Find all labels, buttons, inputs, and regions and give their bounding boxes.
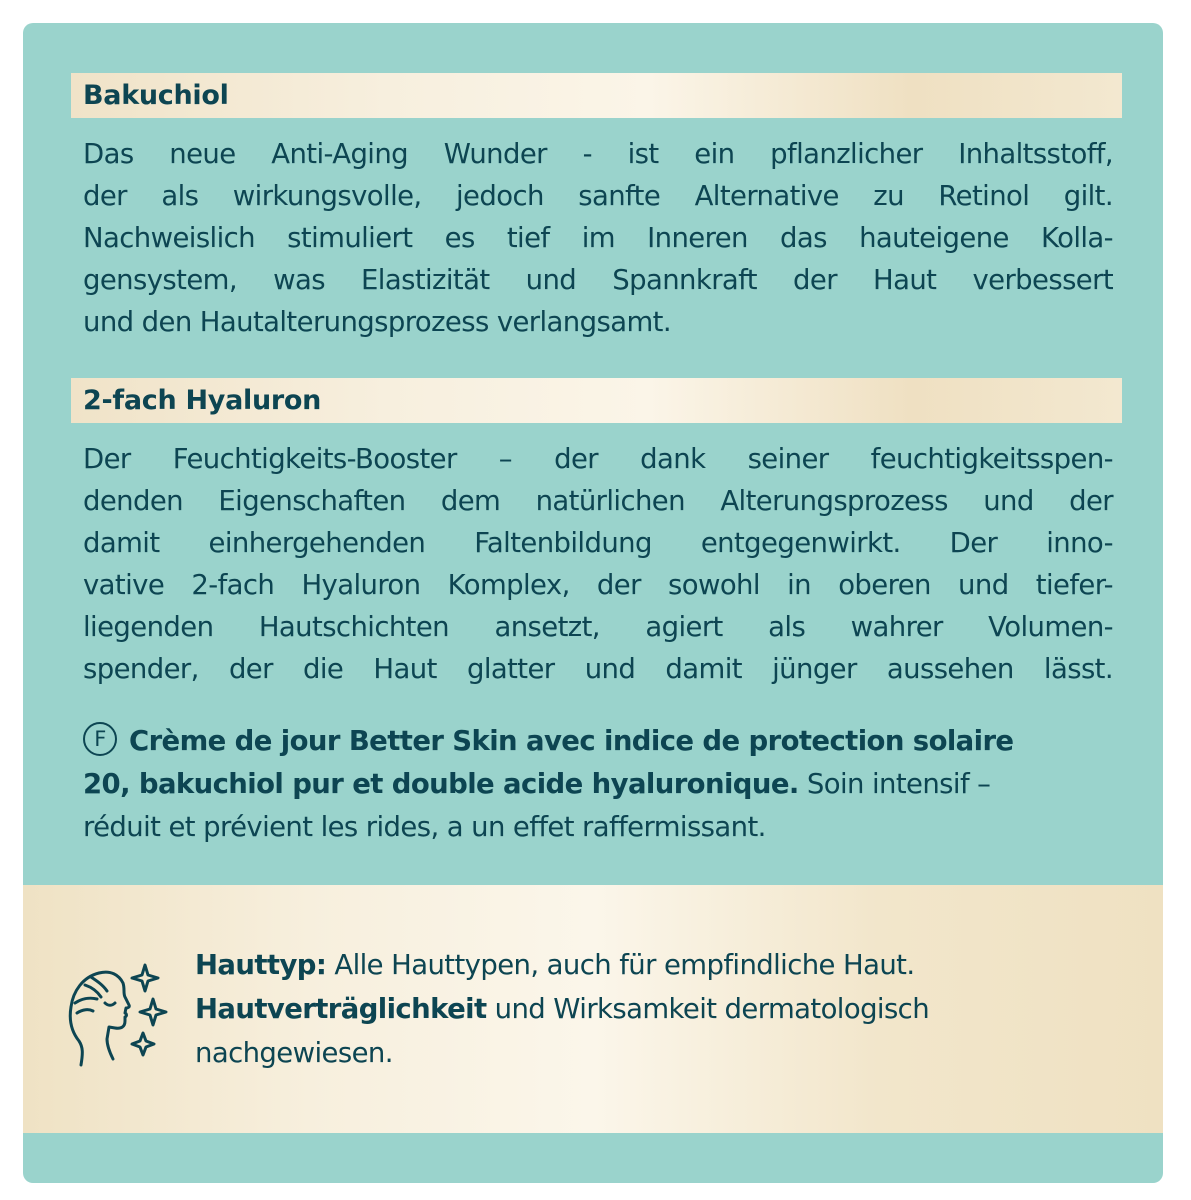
bakuchiol-line: der als wirkungsvolle, jedoch sanfte Alternative zu Retinol gilt. (83, 180, 1113, 212)
bakuchiol-line: und den Hautalterungsprozess verlangsamt. (83, 306, 671, 338)
skin-type-text (195, 943, 1095, 1075)
hyaluron-line: denden Eigenschaften dem natürlichen Alterungsprozess und der (83, 485, 1113, 517)
tolerance-value: und Wirksamkeit dermatologisch (486, 993, 930, 1025)
french-description (83, 720, 1123, 849)
hyaluron-line: damit einhergehenden Faltenbildung entgegenwirkt. Der inno- (83, 527, 1113, 559)
tolerance-label: Hautverträglichkeit (195, 993, 487, 1025)
french-line3: réduit et prévient les rides, a un effet raffermissant. (83, 811, 766, 843)
hyaluron-line: vative 2-fach Hyaluron Komplex, der sowohl in oberen und tiefer- (83, 569, 1113, 601)
bakuchiol-description (83, 133, 1113, 343)
hyaluron-description (83, 438, 1113, 690)
skin-type-label: Hauttyp: (195, 949, 327, 981)
bakuchiol-heading: Bakuchiol (71, 73, 1122, 118)
french-normal-line2: Soin intensif – (798, 768, 991, 800)
language-badge-f: F (83, 722, 117, 756)
french-bold-line1: Crème de jour Better Skin avec indice de protection solaire (129, 725, 1014, 757)
hyaluron-line: liegenden Hautschichten ansetzt, agiert als wahrer Volumen- (83, 611, 1113, 643)
hyaluron-line: Der Feuchtigkeits-Booster – der dank seiner feuchtigkeitsspen- (83, 443, 1113, 475)
french-bold-line2: 20, bakuchiol pur et double acide hyaluronique. (83, 768, 799, 800)
bakuchiol-line: gensystem, was Elastizität und Spannkraft der Haut verbessert (83, 264, 1113, 296)
skin-type-footer (23, 885, 1163, 1133)
face-sparkle-icon (61, 955, 173, 1075)
bakuchiol-line: Nachweislich stimuliert es tief im Inneren das hauteigene Kolla- (83, 222, 1113, 254)
hyaluron-line: spender, der die Haut glatter und damit jünger aussehen lässt. (83, 653, 1113, 685)
bakuchiol-line: Das neue Anti-Aging Wunder - ist ein pflanzlicher Inhaltsstoff, (83, 138, 1113, 170)
product-info-panel (23, 23, 1163, 1183)
tolerance-continuation: nachgewiesen. (195, 1037, 393, 1069)
skin-type-value: Alle Hauttypen, auch für empfindliche Haut. (326, 949, 915, 981)
hyaluron-heading: 2-fach Hyaluron (71, 378, 1122, 423)
